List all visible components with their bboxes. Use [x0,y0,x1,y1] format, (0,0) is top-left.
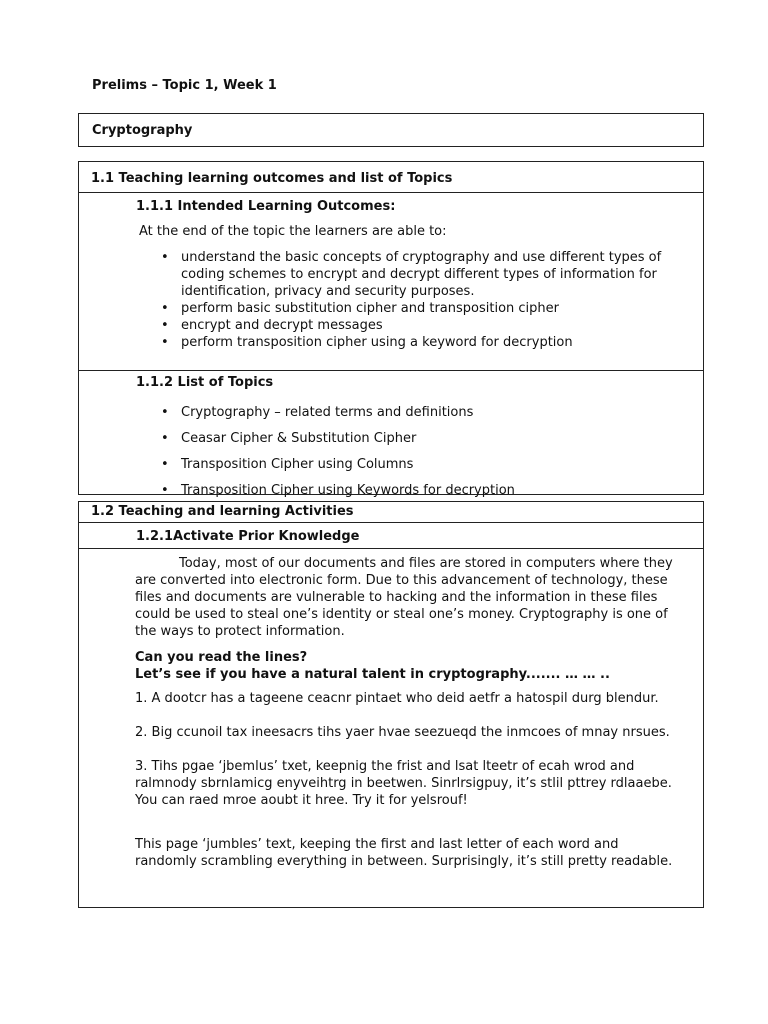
list-item: • Transposition Cipher using Columns [157,452,677,478]
jumbled-line: 3. Tihs pgae ‘jbemlus’ txet, keepnig the frist and lsat lteetr of ecah wrod and ralmnody sbrnlamicg enyveihtrg in beetwen. Sinrlrsigpuy, it’s stlil pttrey rdlaaebe. You can raed mroe aoubt it hree. Try it for yelsrouf! [135,759,672,808]
outcomes-table [78,161,704,498]
page-title: Cryptography [92,123,193,138]
list-item: • understand the basic concepts of cryptography and use different types of coding schemes to encrypt and decrypt different types of information for identification, privacy and security purposes. [157,249,677,300]
jumbled-line: 1. A dootcr has a tageene ceacnr pintaet who deid aetfr a hatospil durg blendur. [135,691,659,706]
activities-body-row [79,522,703,908]
topics-heading: 1.1.2 List of Topics [136,375,274,390]
list-item: • perform basic substitution cipher and transposition cipher [157,300,677,317]
ilo-intro: At the end of the topic the learners are able to: [139,224,447,239]
activities-table [78,501,704,908]
list-item: • encrypt and decrypt messages [157,317,677,334]
list-item: • perform transposition cipher using a keyword for decryption [157,334,677,351]
question-2: Let’s see if you have a natural talent in cryptography....... … … .. [135,667,610,682]
explanation-paragraph: This page ‘jumbles’ text, keeping the first and last letter of each word and randomly scrambling everything in between. Surprisingly, it’s still pretty readable. [135,837,673,869]
list-item: • Transposition Cipher using Keywords for decryption [157,478,677,504]
section-1-1-heading: 1.1 Teaching learning outcomes and list of Topics [91,171,453,186]
list-item: • Cryptography – related terms and definitions [157,400,677,426]
ilo-heading: 1.1.1 Intended Learning Outcomes: [136,199,396,214]
ilo-row [79,192,703,371]
topics-row [79,370,703,498]
intro-paragraph: Today, most of our documents and files are stored in computers where they are converted into electronic form. Due to this advancement of technology, these files and documents are vulnerable to hacking and the information in these files could be used to steal one’s identity or steal one’s money. Cryptography is one of the ways to protect information. [135,556,673,639]
prior-knowledge-heading: 1.2.1Activate Prior Knowledge [136,529,360,544]
ilo-list [157,249,677,351]
page-header: Prelims – Topic 1, Week 1 [92,78,277,93]
question-1: Can you read the lines? [135,650,308,665]
outcomes-heading-row [79,162,703,193]
topics-list [157,400,677,504]
activities-heading-row [79,502,703,523]
jumbled-line: 2. Big ccunoil tax ineesacrs tihs yaer hvae seezueqd the inmcoes of mnay nrsues. [135,725,670,740]
section-1-2-heading: 1.2 Teaching and learning Activities [91,504,354,519]
title-box [78,113,704,147]
prior-knowledge-heading-row [79,522,703,549]
list-item: • Ceasar Cipher & Substitution Cipher [157,426,677,452]
